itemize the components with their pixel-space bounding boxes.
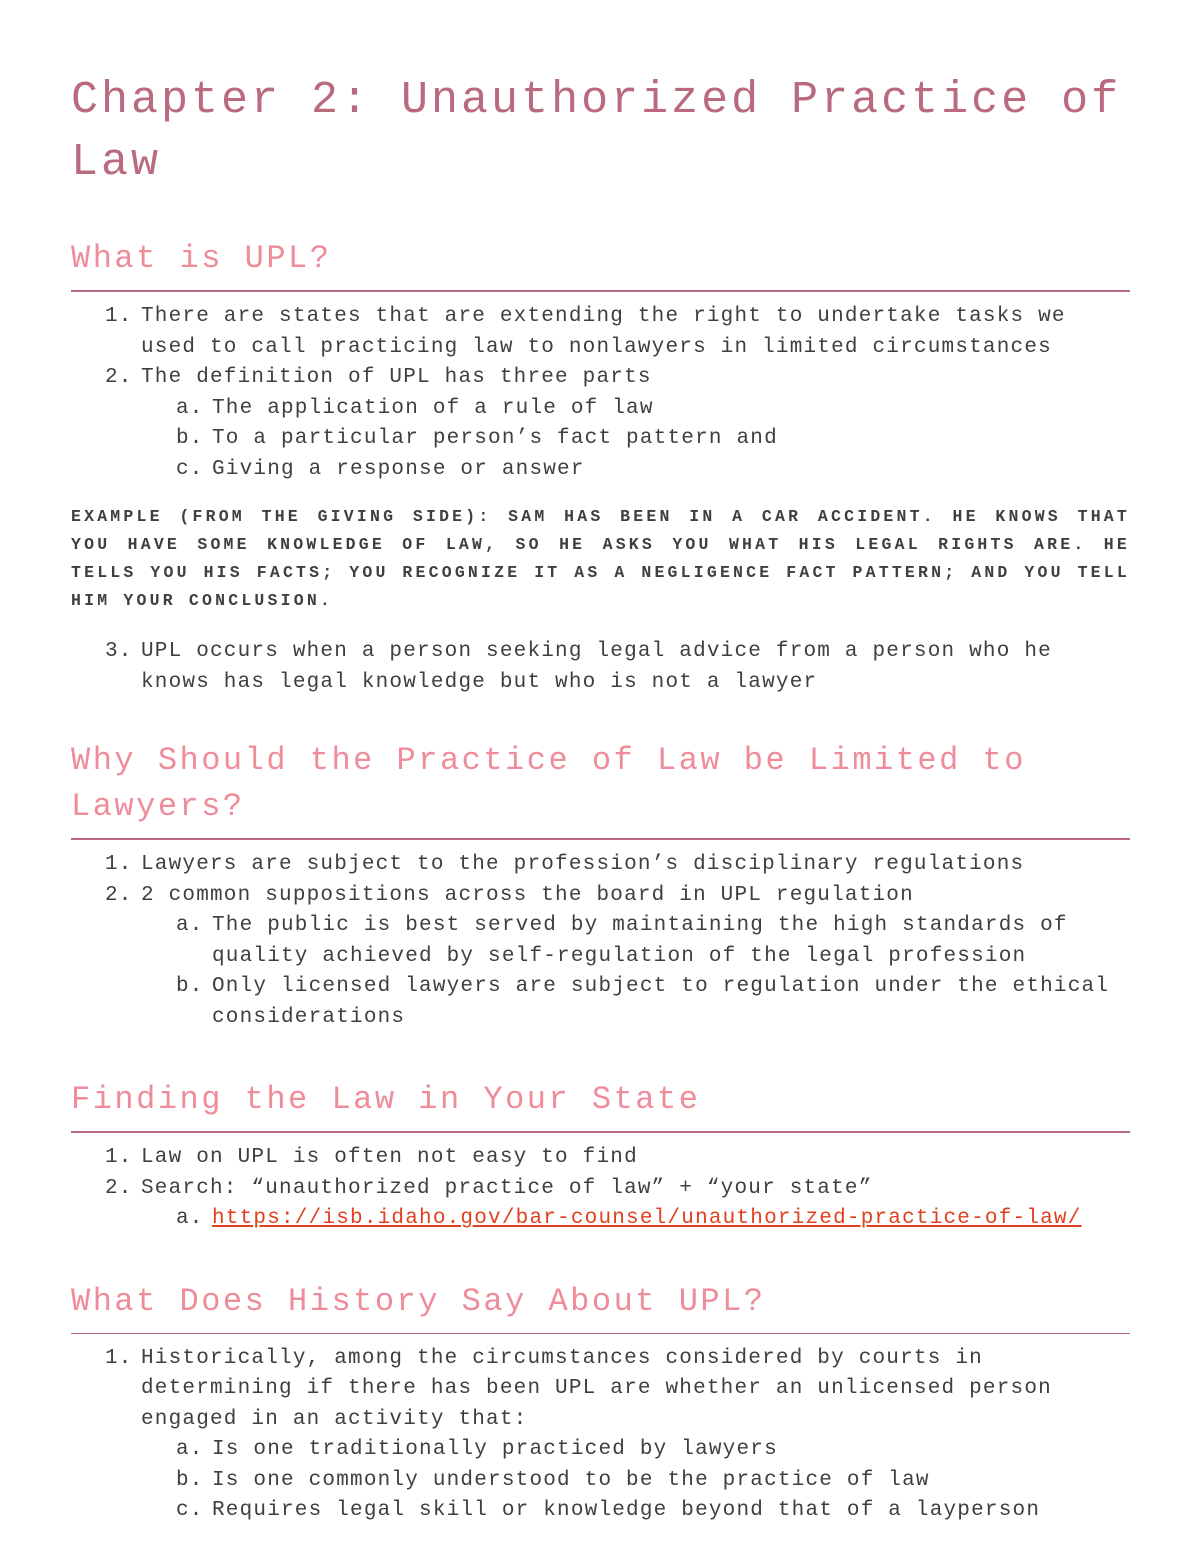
numbered-list [71, 1143, 1130, 1235]
section-heading: What is UPL? [71, 236, 1130, 292]
sub-list-item [71, 1204, 1130, 1235]
list-number: 1. [105, 853, 133, 876]
list-number: 1. [105, 305, 133, 328]
numbered-list [71, 1344, 1130, 1527]
numbered-list [71, 637, 1130, 698]
sub-list-item-text: Giving a response or answer [212, 457, 585, 481]
list-item-text: Lawyers are subject to the profession’s disciplinary regulations [141, 853, 1025, 876]
document-page [71, 70, 1130, 1527]
lettered-list [141, 394, 1130, 486]
lettered-list [141, 1204, 1130, 1235]
list-letter: c. [176, 1499, 204, 1522]
sub-list-item [71, 424, 1130, 455]
list-number: 1. [105, 1146, 133, 1169]
sub-list-item [71, 1466, 1130, 1497]
list-letter: a. [176, 1438, 204, 1461]
list-letter: c. [176, 457, 204, 481]
list-item [71, 302, 1130, 363]
list-item [71, 850, 1130, 881]
list-letter: b. [176, 427, 204, 450]
list-number: 3. [105, 640, 133, 663]
list-number: 2. [105, 1176, 133, 1200]
list-letter: a. [176, 1207, 204, 1230]
sub-list-item [71, 911, 1130, 972]
list-letter: a. [176, 396, 204, 420]
list-item [71, 1143, 1130, 1174]
sub-list-item-text: Is one traditionally practiced by lawyers [212, 1438, 778, 1461]
sub-list-item-text: Requires legal skill or knowledge beyond that of a layperson [212, 1499, 1041, 1522]
sub-list-item [71, 394, 1130, 425]
list-letter: a. [176, 914, 204, 937]
list-item [71, 1174, 1130, 1235]
section-heading: What Does History Say About UPL? [71, 1279, 1130, 1334]
idaho-upl-link[interactable]: https://isb.idaho.gov/bar-counsel/unauthorized-practice-of-law/ [212, 1207, 1082, 1230]
list-number: 1. [105, 1346, 133, 1370]
sub-list-item [71, 1496, 1130, 1527]
chapter-title: Chapter 2: Unauthorized Practice of Law [71, 75, 1122, 188]
list-item-text: Historically, among the circumstances considered by courts in determining if there has been UPL are whether an unlicensed person engaged in an activity that: [141, 1346, 1052, 1431]
lettered-list [141, 911, 1130, 1033]
sub-list-item [71, 455, 1130, 486]
sub-list-item-text: Is one commonly understood to be the practice of law [212, 1468, 930, 1492]
sub-list-item [71, 972, 1130, 1033]
section-finding-law [71, 1077, 1130, 1235]
numbered-list [71, 850, 1130, 1033]
sub-list-item-text: The public is best served by maintaining the high standards of quality achieved by self-regulation of the legal profession [212, 914, 1068, 968]
section-history [71, 1279, 1130, 1527]
sub-list-item-text: To a particular person’s fact pattern and [212, 427, 778, 450]
list-item-text: The definition of UPL has three parts [141, 366, 652, 389]
list-item-text: 2 common suppositions across the board in UPL regulation [141, 883, 914, 907]
numbered-list [71, 302, 1130, 485]
lettered-list [141, 1435, 1130, 1527]
section-heading: Why Should the Practice of Law be Limited to Lawyers? [71, 738, 1130, 840]
sub-list-item-text: The application of a rule of law [212, 396, 654, 420]
sub-list-item-text: Only licensed lawyers are subject to regulation under the ethical considerations [212, 975, 1110, 1029]
section-heading: Finding the Law in Your State [71, 1077, 1130, 1133]
list-item-text: UPL occurs when a person seeking legal advice from a person who he knows has legal knowledge but who is not a lawyer [141, 640, 1052, 694]
sub-list-item [71, 1435, 1130, 1466]
list-letter: b. [176, 1468, 204, 1492]
example-paragraph: EXAMPLE (FROM THE GIVING SIDE): SAM HAS BEEN IN A CAR ACCIDENT. HE KNOWS THAT YOU HAVE SOME KNOWLEDGE OF LAW, SO HE ASKS YOU WHAT HIS LEGAL RIGHTS ARE. HE TELLS YOU HIS FACTS; YOU RECOGNIZE IT AS A NEGLIGENCE FACT PATTERN; AND YOU TELL HIM YOUR CONCLUSION. [71, 507, 1130, 610]
list-item-text: Law on UPL is often not easy to find [141, 1146, 638, 1169]
list-number: 2. [105, 883, 133, 907]
list-item [71, 363, 1130, 485]
list-item-text: Search: “unauthorized practice of law” + “your state” [141, 1176, 873, 1200]
list-item [71, 881, 1130, 1034]
list-letter: b. [176, 975, 204, 998]
list-number: 2. [105, 366, 133, 389]
list-item [71, 1344, 1130, 1527]
section-why-limited [71, 738, 1130, 1033]
list-item [71, 637, 1130, 698]
section-what-is-upl [71, 236, 1130, 698]
list-item-text: There are states that are extending the right to undertake tasks we used to call practicing law to nonlawyers in limited circumstances [141, 305, 1066, 359]
